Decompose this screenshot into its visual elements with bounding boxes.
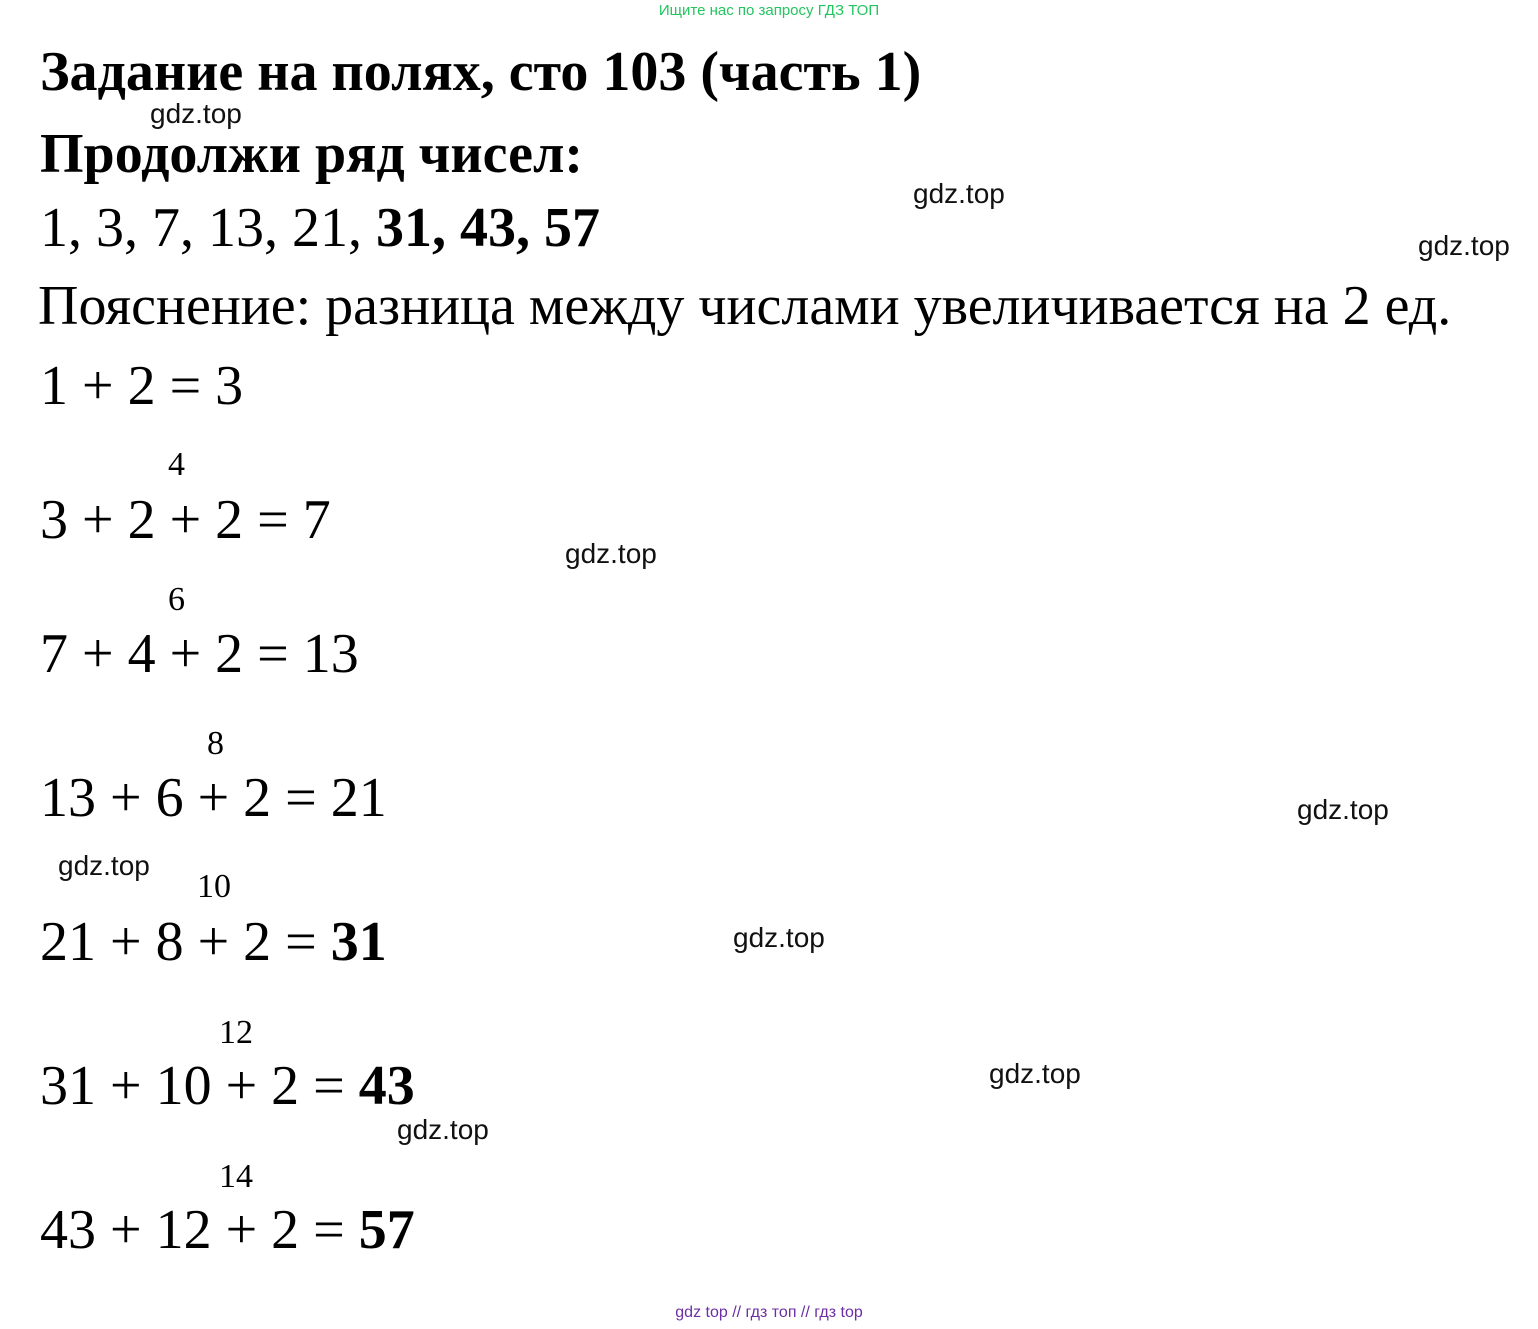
equation-2 <box>40 489 331 551</box>
top-note: Ищите нас по запросу ГДЗ ТОП <box>658 2 880 19</box>
watermark: gdz.top <box>1418 230 1510 261</box>
equation-text: 7 + 4 + 2 = 13 <box>40 623 359 685</box>
equation-text: 1 + 2 = 3 <box>40 355 244 417</box>
equation-result: 43 <box>358 1055 415 1117</box>
equation-5 <box>40 911 387 973</box>
equation-text: 31 + 10 + 2 = <box>40 1055 359 1117</box>
equation-superscript: 4 <box>168 446 185 483</box>
watermark: gdz.top <box>989 1058 1081 1089</box>
equation-3 <box>40 623 359 685</box>
watermark: gdz.top <box>1297 794 1389 825</box>
equation-superscript: 12 <box>219 1014 253 1051</box>
watermark: gdz.top <box>565 538 657 569</box>
watermark: gdz.top <box>397 1114 489 1145</box>
task-subtitle: Продолжи ряд чисел: <box>40 123 584 185</box>
watermark: gdz.top <box>733 922 825 953</box>
series-answer: 31, 43, 57 <box>376 197 600 259</box>
equation-superscript: 10 <box>197 868 231 905</box>
watermark: gdz.top <box>58 850 150 881</box>
footer: gdz top // гдз топ // гдз top <box>675 1304 863 1321</box>
watermark: gdz.top <box>150 98 242 129</box>
equation-superscript: 14 <box>219 1158 253 1195</box>
equation-6 <box>40 1055 415 1117</box>
page-title: Задание на полях, сто 103 (часть 1) <box>40 41 922 103</box>
equation-text: 13 + 6 + 2 = 21 <box>40 767 387 829</box>
equation-text: 43 + 12 + 2 = <box>40 1199 359 1261</box>
equation-7 <box>40 1199 415 1261</box>
number-series <box>40 197 600 259</box>
explanation: Пояснение: разница между числами увеличивается на 2 ед. <box>38 275 1452 337</box>
equation-text: 3 + 2 + 2 = 7 <box>40 489 331 551</box>
equation-4 <box>40 767 387 829</box>
equation-result: 31 <box>330 911 387 973</box>
equation-superscript: 6 <box>168 581 185 618</box>
equation-superscript: 8 <box>207 725 224 762</box>
equation-result: 57 <box>358 1199 415 1261</box>
series-given: 1, 3, 7, 13, 21, <box>40 197 362 259</box>
equation-text: 21 + 8 + 2 = <box>40 911 331 973</box>
equation-1 <box>40 355 244 417</box>
watermark: gdz.top <box>913 178 1005 209</box>
